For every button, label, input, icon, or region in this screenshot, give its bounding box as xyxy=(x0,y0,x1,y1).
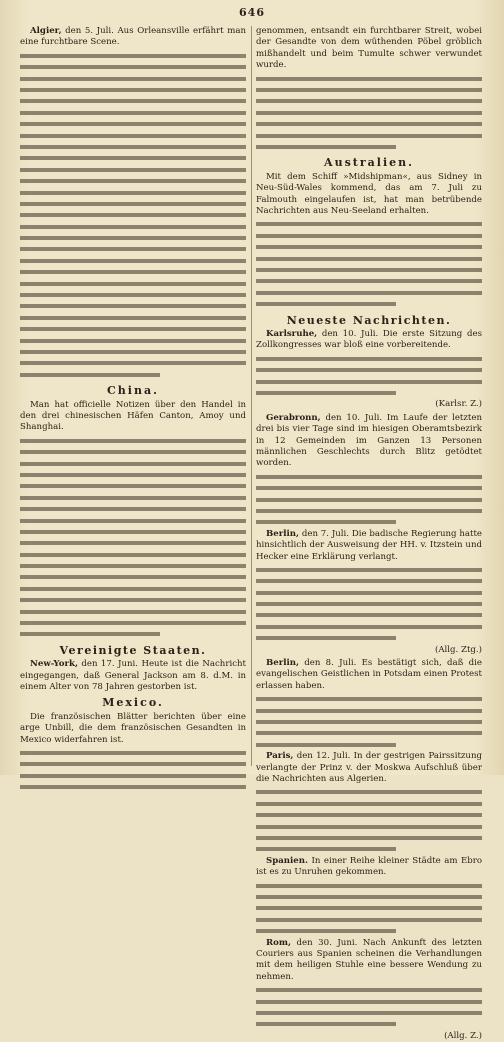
dateline-gerabronn: Gerabronn, xyxy=(266,412,321,423)
rome-source: (Allg. Z.) xyxy=(444,1030,482,1041)
dateline-rome: Rom, xyxy=(266,937,291,948)
berlin1-body xyxy=(256,565,482,645)
dateline-spain: Spanien. xyxy=(266,855,309,866)
rome-opening: den 30. Juni. Nach Ankunft des letzten Couriers aus Spanien scheinen die Verhandlungen mit dem heiligen Stuhle eine bessere Wendung zu nehmen. xyxy=(256,937,482,982)
article-berlin-2 xyxy=(256,658,482,692)
paris-body xyxy=(256,787,482,855)
dateline-berlin-1: Berlin, xyxy=(266,528,300,539)
continuation-body xyxy=(256,74,482,154)
algeria-opening: den 5. Juli. Aus Orleansville erfährt man eine furchtbare Scene. xyxy=(20,26,247,48)
usa-opening: den 17. Juni. Heute ist die Nachricht eingegangen, daß General Jackson am 8. d.M. in einem Alter von 78 Jahren gestorben ist. xyxy=(20,659,246,693)
article-paris xyxy=(256,751,482,785)
gerabronn-body xyxy=(256,472,482,529)
mexico-body xyxy=(20,748,246,794)
mexico-opening: Die französischen Blätter berichten über eine arge Unbill, die dem französischen Gesandten in Mexico widerfahren ist. xyxy=(20,711,246,745)
spain-body xyxy=(256,881,482,938)
article-spain xyxy=(256,856,482,879)
algeria-body xyxy=(20,51,246,381)
dateline-paris: Paris, xyxy=(266,751,294,762)
karlsruhe-opening: den 10. Juli. Die erste Sitzung des Zollkongresses war bloß eine vorbereitende. xyxy=(256,328,482,351)
article-algeria xyxy=(20,26,246,49)
article-rome xyxy=(256,938,482,984)
heading-mexico: Mexico. xyxy=(102,696,164,710)
dateline-berlin-2: Berlin, xyxy=(266,658,300,669)
heading-australia: Australien. xyxy=(324,156,414,170)
heading-latest-news: Neueste Nachrichten. xyxy=(286,313,452,327)
dateline-new-york: New-York, xyxy=(30,659,78,670)
dateline-algeria: Algier, xyxy=(30,26,62,36)
article-berlin-1 xyxy=(256,529,482,563)
article-karlsruhe xyxy=(256,329,482,352)
paris-opening: den 12. Juli. In der gestrigen Pairssitzung verlangte der Prinz v. der Moskwa Aufschluß über die Nachrichten aus Algerien. xyxy=(256,751,483,785)
gerabronn-opening: den 10. Juli. Im Laufe der letzten drei bis vier Tage sind im hiesigen Oberamtsbezirk in 12 Gemeinden im Ganzen 13 Personen männlichen Geschlechts durch Blitz getödtet worden. xyxy=(256,412,482,469)
australia-opening: Mit dem Schiff »Midshipman«, aus Sidney in Neu-Süd-Wales kommend, das am 7. Juli zu Falmouth eingelaufen ist, hat man betrübende Nachrichten aus Neu-Seeland erhalten. xyxy=(256,171,482,216)
karlsruhe-source: (Karlsr. Z.) xyxy=(435,399,482,410)
rome-body xyxy=(256,985,482,1031)
heading-usa: Vereinigte Staaten. xyxy=(59,643,207,657)
berlin2-opening: den 8. Juli. Es bestätigt sich, daß die evangelischen Geistlichen in Potsdam einen Protest erlassen haben. xyxy=(256,658,482,691)
continuation-opening: genommen, entsandt ein furchtbarer Streit, wobei der Gesandte von dem wüthenden Pöbel gröblich mißhandelt und beim Tumulte schwer verwundet wurde. xyxy=(256,26,482,71)
article-china xyxy=(20,400,246,434)
dateline-karlsruhe: Karlsruhe, xyxy=(266,328,318,339)
china-opening: Man hat officielle Notizen über den Handel in den drei chinesischen Häfen Canton, Amoy und Shanghai. xyxy=(20,399,246,433)
article-australia xyxy=(256,172,482,218)
page-number: 646 xyxy=(239,6,265,19)
australia-body xyxy=(256,219,482,310)
heading-china: China. xyxy=(107,384,159,398)
article-gerabronn xyxy=(256,413,482,470)
article-continuation xyxy=(256,26,482,72)
china-body xyxy=(20,436,246,641)
article-mexico xyxy=(20,712,246,746)
left-column xyxy=(20,26,246,766)
column-divider xyxy=(251,26,252,766)
berlin1-source: (Allg. Ztg.) xyxy=(434,644,482,655)
berlin1-opening: den 7. Juli. Die badische Regierung hatte hinsichtlich der Ausweisung der HH. v. Itzstein und Hecker eine Erklärung verlangt. xyxy=(256,528,482,562)
right-column xyxy=(256,26,483,1041)
spain-opening: In einer Reihe kleiner Städte am Ebro ist es zu Unruhen gekommen. xyxy=(256,855,482,878)
karlsruhe-body xyxy=(256,354,482,400)
article-usa xyxy=(20,659,246,693)
berlin2-body xyxy=(256,694,482,751)
